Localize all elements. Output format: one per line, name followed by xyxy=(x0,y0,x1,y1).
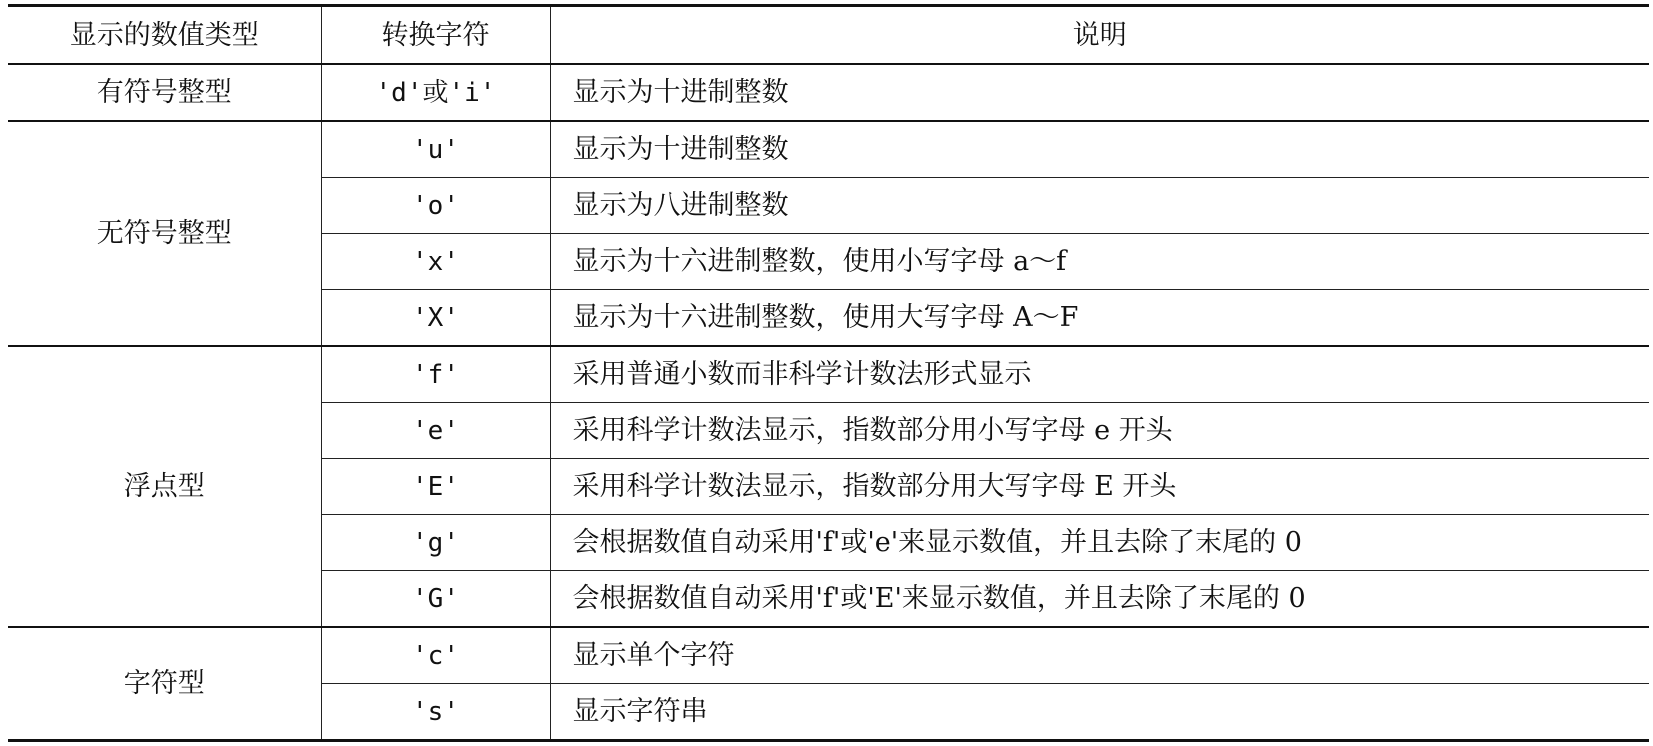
desc-cell: 会根据数值自动采用'f'或'E'来显示数值，并且去除了末尾的 0 xyxy=(550,571,1649,628)
char-cell: 'u' xyxy=(321,121,550,178)
table-row xyxy=(8,121,1649,178)
char-cell: 'd'或'i' xyxy=(321,64,550,121)
header-value-type: 显示的数值类型 xyxy=(8,6,321,65)
desc-cell: 显示为十进制整数 xyxy=(550,64,1649,121)
char-cell: 's' xyxy=(321,684,550,741)
char-cell: 'e' xyxy=(321,403,550,459)
desc-cell: 显示字符串 xyxy=(550,684,1649,741)
type-cell-char: 字符型 xyxy=(8,627,321,741)
header-conversion-char: 转换字符 xyxy=(321,6,550,65)
format-table-container xyxy=(8,4,1649,742)
format-conversion-table xyxy=(8,4,1649,742)
char-cell: 'f' xyxy=(321,346,550,403)
desc-cell: 显示为十六进制整数，使用小写字母 a～f xyxy=(550,234,1649,290)
table-row xyxy=(8,64,1649,121)
type-cell-unsigned-int: 无符号整型 xyxy=(8,121,321,346)
table-row xyxy=(8,627,1649,684)
desc-cell: 采用科学计数法显示，指数部分用小写字母 e 开头 xyxy=(550,403,1649,459)
header-description: 说明 xyxy=(550,6,1649,65)
desc-cell: 显示为十进制整数 xyxy=(550,121,1649,178)
char-cell: 'o' xyxy=(321,178,550,234)
desc-cell: 采用普通小数而非科学计数法形式显示 xyxy=(550,346,1649,403)
char-cell: 'E' xyxy=(321,459,550,515)
desc-cell: 采用科学计数法显示，指数部分用大写字母 E 开头 xyxy=(550,459,1649,515)
type-cell-signed-int: 有符号整型 xyxy=(8,64,321,121)
desc-cell: 显示为十六进制整数，使用大写字母 A～F xyxy=(550,290,1649,347)
desc-cell: 会根据数值自动采用'f'或'e'来显示数值，并且去除了末尾的 0 xyxy=(550,515,1649,571)
desc-cell: 显示为八进制整数 xyxy=(550,178,1649,234)
type-cell-float: 浮点型 xyxy=(8,346,321,627)
char-cell: 'X' xyxy=(321,290,550,347)
char-cell: 'c' xyxy=(321,627,550,684)
char-cell: 'x' xyxy=(321,234,550,290)
char-cell: 'g' xyxy=(321,515,550,571)
desc-cell: 显示单个字符 xyxy=(550,627,1649,684)
table-header-row xyxy=(8,6,1649,65)
table-row xyxy=(8,346,1649,403)
char-cell: 'G' xyxy=(321,571,550,628)
